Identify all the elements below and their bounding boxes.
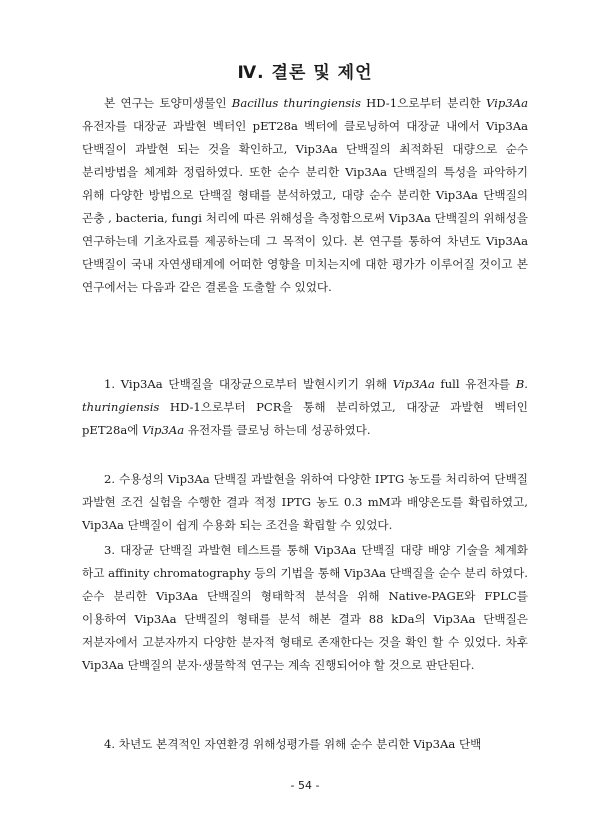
conclusion-item-3: 3. 대장균 단백질 과발현 테스트를 통해 Vip3Aa 단백질 대량 배양 기술을 체계화 하고 affinity chromatography 등의 기법을 통해 Vip3Aa 단백질을 순수 분리 하였다. 순수 분리한 Vip3Aa 단백질의 형태학적 분석을 위해 Native-PAGE와 FPLC를 이용하여 Vip3Aa 단백질의 형태를 분석 해본 결과 88 kDa의 Vip3Aa 단백질은 저분자에서 고분자까지 다양한 분자적 형태로 존재한다는 것을 확인 할 수 있었다. 차후 Vip3Aa 단백질의 분자·생물학적 연구는 계속 진행되어야 할 것으로 판단된다.	[82, 543, 528, 672]
intro-species-name: Bacillus thuringiensis	[231, 96, 361, 110]
intro-paragraph	[82, 92, 528, 299]
page-number: - 54 -	[290, 779, 320, 792]
item-1-gene-name: Vip3Aa	[392, 377, 435, 391]
conclusion-item-4: 4. 차년도 본격적인 자연환경 위해성평가를 위해 순수 분리한 Vip3Aa 단백	[104, 737, 482, 751]
intro-gene-name: Vip3Aa	[486, 96, 528, 110]
document-page	[82, 0, 528, 840]
conclusion-item-1	[82, 373, 528, 442]
intro-text-3: 유전자를 대장균 과발현 벡터인 pET28a 벡터에 클로닝하여 대장균 내에서 Vip3Aa 단백질이 과발현 되는 것을 확인하고, Vip3Aa 단백질의 최적화된 대량으로 순수 분리방법을 체계화 정립하였다. 또한 순수 분리한 Vip3Aa 단백질의 특성을 파악하기 위해 다양한 방법으로 단백질 형태를 분석하였고, 대량 순수 분리한 Vip3Aa 단백질의 곤충 , bacteria, fungi 처리에 따른 위해성을 측정함으로써 Vip3Aa 단백질의 위해성을 연구하는데 기초자료를 제공하는데 그 목적이 있다. 본 연구를 통하여 차년도 Vip3Aa 단백질이 국내 자연생태계에 어떠한 영향을 미치는지에 대한 평가가 이루어질 것이고 본 연구에서는 다음과 같은 결론을 도출할 수 있었다.	[82, 119, 528, 294]
item-1-species-name: B. thuringiensis	[82, 377, 528, 414]
intro-text-2: HD-1으로부터 분리한	[360, 96, 487, 110]
conclusion-item-2: 2. 수용성의 Vip3Aa 단백질 과발현을 위하여 다양한 IPTG 농도를 처리하여 단백질 과발현 조건 실험을 수행한 결과 적정 IPTG 농도 0.3 mM과 배양온도를 확립하였고, Vip3Aa 단백질이 쉽게 수용화 되는 조건을 확립할 수 있었다.	[82, 472, 528, 532]
intro-text-1: 본 연구는 토양미생물인	[104, 96, 232, 110]
item-1-text-3: HD-1으로부터 PCR을 통해 분리하였고, 대장균 과발현 벡터인 pET28a에	[82, 400, 528, 437]
item-1-text-2: full 유전자를	[434, 377, 516, 391]
item-1-gene-name-2: Vip3Aa	[142, 423, 185, 437]
item-1-text-4: 유전자를 클로닝 하는데 성공하였다.	[184, 423, 371, 437]
section-title: Ⅳ. 결론 및 제언	[237, 63, 373, 83]
item-1-text-1: 1. Vip3Aa 단백질을 대장균으로부터 발현시키기 위해	[104, 377, 393, 391]
